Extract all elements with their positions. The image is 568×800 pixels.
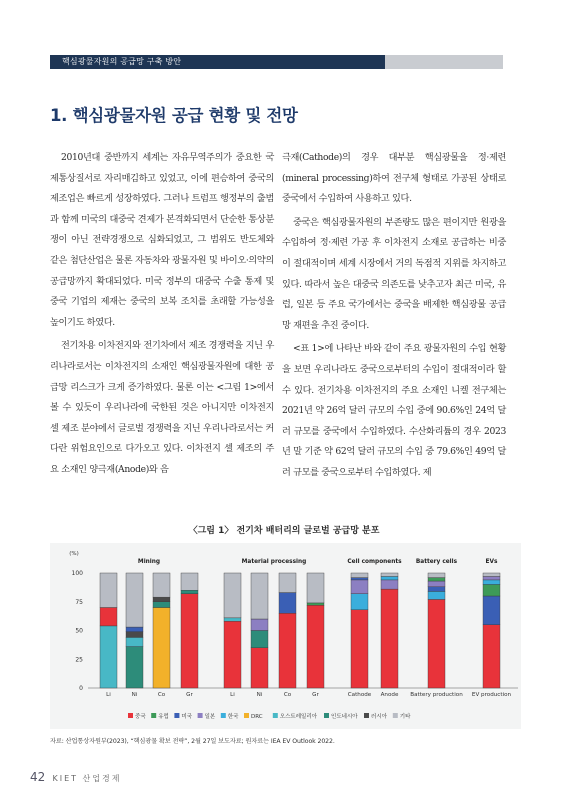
legend-label: 러시아 [371, 714, 387, 720]
bar-segment [428, 591, 445, 599]
legend-swatch [198, 713, 203, 718]
bar-segment [428, 578, 445, 581]
bar-segment [381, 573, 398, 576]
legend-label: 한국 [227, 714, 239, 720]
x-tick-label: Li [230, 692, 235, 698]
bar-segment [381, 589, 398, 688]
bar-segment [483, 573, 500, 576]
y-tick-label: 100 [71, 570, 83, 577]
bar-segment [251, 619, 268, 631]
legend-swatch [364, 713, 369, 718]
legend-label: 인도네시아 [331, 714, 358, 720]
running-header-title: 핵심광물자원의 공급망 구축 방안 [62, 57, 182, 66]
legend-label: 일본 [204, 714, 216, 720]
x-tick-label: Ni [131, 692, 138, 698]
body-column-right [282, 148, 506, 487]
legend-label: 미국 [181, 714, 193, 720]
bar-segment [153, 608, 170, 689]
bar-segment [428, 599, 445, 688]
legend-swatch [151, 713, 156, 718]
bar-segment [181, 590, 198, 593]
bar-segment [351, 610, 368, 688]
group-label: Battery cells [415, 559, 458, 565]
bar-segment [100, 626, 117, 688]
legend-label: 기타 [399, 714, 411, 720]
bar-segment [351, 578, 368, 580]
bar-segment [483, 576, 500, 579]
bar-segment [381, 580, 398, 589]
bar-segment [483, 580, 500, 585]
bar-segment [224, 621, 241, 688]
x-tick-label: Gr [186, 692, 193, 698]
bar-segment [126, 573, 143, 627]
legend-swatch [221, 713, 226, 718]
bar-segment [428, 581, 445, 587]
legend-swatch [273, 713, 278, 718]
paragraph: 극재(Cathode)의 경우 대부분 핵심광물을 정·제련(mineral processing)하여 전구체 형태로 가공된 상태로 중국에서 수입하여 사용하고 있다. [282, 152, 506, 205]
bar-segment [181, 594, 198, 688]
legend-label: 중국 [135, 714, 146, 720]
bar-segment [181, 573, 198, 590]
section-title: 1. 핵심광물자원 공급 현황 및 전망 [50, 106, 298, 125]
bar-segment [351, 573, 368, 578]
bar-segment [307, 603, 324, 605]
bar-segment [153, 597, 170, 602]
legend-swatch [393, 713, 398, 718]
legend-swatch [174, 713, 179, 718]
legend-swatch [128, 713, 133, 718]
bar-segment [126, 637, 143, 646]
bar-segment [483, 596, 500, 625]
bar-segment [428, 587, 445, 592]
x-tick-label: Gr [312, 692, 319, 698]
magazine-name: KIET 산업경제 [52, 774, 122, 783]
bar-segment [126, 632, 143, 638]
bar-segment [126, 647, 143, 688]
bar-segment [351, 580, 368, 594]
bar-segment [307, 605, 324, 688]
x-tick-label: Anode [380, 692, 399, 698]
group-label: Mining [137, 559, 161, 565]
page-number: 42 [30, 770, 46, 784]
legend-label: 오스트레일리아 [279, 714, 318, 720]
bar-segment [100, 608, 117, 626]
paragraph: 중국은 핵심광물자원의 부존량도 많은 편이지만 원광을 수입하여 정·제련 가공 후 이차전지 소재로 공급하는 비중이 절대적이며 세계 시장에서 거의 독점적 지위를 차지하고 있다. 따라서 높은 대중국 의존도를 낮추고자 최근 미국, 유럽, 일본 등 주요 국가에서는 중국을 배제한 핵심광물 공급망 재편을 추진 중이다. [282, 216, 506, 331]
legend-label: 유럽 [158, 714, 169, 720]
y-tick-label: 25 [75, 656, 83, 664]
x-tick-label: Battery production [410, 692, 463, 698]
y-tick-label: 75 [75, 598, 83, 606]
y-tick-label: 0 [79, 685, 83, 692]
bar-segment [126, 627, 143, 632]
x-tick-label: EV production [471, 692, 512, 698]
page-footer [30, 770, 121, 784]
bar-segment [279, 593, 296, 614]
y-tick-label: 50 [75, 627, 83, 635]
bar-segment [224, 618, 241, 621]
paragraph: 2010년대 중반까지 세계는 자유무역주의가 중요한 국제통상질서로 자리매김하고 있었고, 이에 편승하여 중국의 제조업은 빠르게 성장하였다. 그러나 트럼프 행정부의 출범과 함께 미국의 대중국 견제가 본격화되면서 단순한 통상분쟁이 아닌 전략경쟁으로 심화되었고, 그 범위도 반도체와 같은 첨단산업은 물론 자동차와 광물자원 및 바이오·의약의 공급망까지 확대되었다. 미국 정부의 대중국 수출 통제 및 중국 기업의 제재는 중국의 보복 조치를 초래할 가능성을 높이기도 하였다. [50, 152, 274, 328]
bar-segment [279, 573, 296, 593]
paragraph: <표 1>에 나타난 바와 같이 주요 광물자원의 수입 현황을 보면 우리나라도 중국으로부터의 수입이 절대적이라 할 수 있다. 전기차용 이차전지의 주요 소재인 니켈 전구체는 2021년 약 26억 달러 규모의 수입 중에 90.6%인 24억 달러 규모를 중국에서 수입하였다. 수산화리튬의 경우 2023년 말 기준 약 62억 달러 규모의 수입 중 79.6%인 49억 달러 규모를 중국으로부터 수입하였다. 제 [282, 343, 506, 478]
bar-segment [153, 573, 170, 597]
supply-chain-chart [50, 543, 521, 729]
figure-caption: 〈그림 1〉 전기차 배터리의 글로벌 공급망 분포 [188, 526, 380, 536]
running-header-accent [385, 55, 503, 69]
body-column-left [50, 148, 274, 484]
legend-swatch [244, 713, 249, 718]
group-label: Cell components [347, 559, 402, 565]
x-tick-label: Cathode [347, 692, 372, 698]
paragraph: 전기차용 이차전지와 전기차에서 제조 경쟁력을 지닌 우리나라로서는 이차전지의 소재인 핵심광물자원에 대한 공급망 리스크가 크게 증가하였다. 물론 이는 <그림 1>에서 볼 수 있듯이 우리나라에 국한된 것은 아니지만 이차전지 셀 제조 분야에서 글로벌 경쟁력을 지닌 우리나라로서는 커다란 위험요인으로 다가오고 있다. 이차전지 셀 제조의 주요 소재인 양극재(Anode)와 음 [50, 340, 274, 475]
figure-source: 자료: 산업통상자원부(2023), “핵심광물 확보 전략”, 2월 27일 보도자료; 원자료는 IEA EV Outlook 2022. [50, 738, 335, 745]
bar-segment [251, 648, 268, 688]
group-label: Material processing [241, 559, 307, 565]
legend-label: DRC [251, 714, 263, 720]
y-axis-unit: (%) [69, 551, 79, 557]
bar-segment [483, 585, 500, 597]
bar-segment [381, 576, 398, 579]
x-tick-label: Li [106, 692, 111, 698]
bar-segment [224, 573, 241, 618]
bar-segment [279, 613, 296, 688]
bar-segment [307, 573, 324, 603]
bar-segment [351, 594, 368, 610]
group-label: EVs [485, 559, 498, 565]
legend-swatch [324, 713, 329, 718]
bar-segment [100, 573, 117, 608]
bar-segment [428, 573, 445, 578]
bar-segment [251, 573, 268, 619]
bar-segment [153, 602, 170, 608]
x-tick-label: Ni [256, 692, 263, 698]
x-tick-label: Co [157, 692, 166, 698]
bar-segment [483, 625, 500, 688]
x-tick-label: Co [283, 692, 292, 698]
bar-segment [251, 631, 268, 648]
